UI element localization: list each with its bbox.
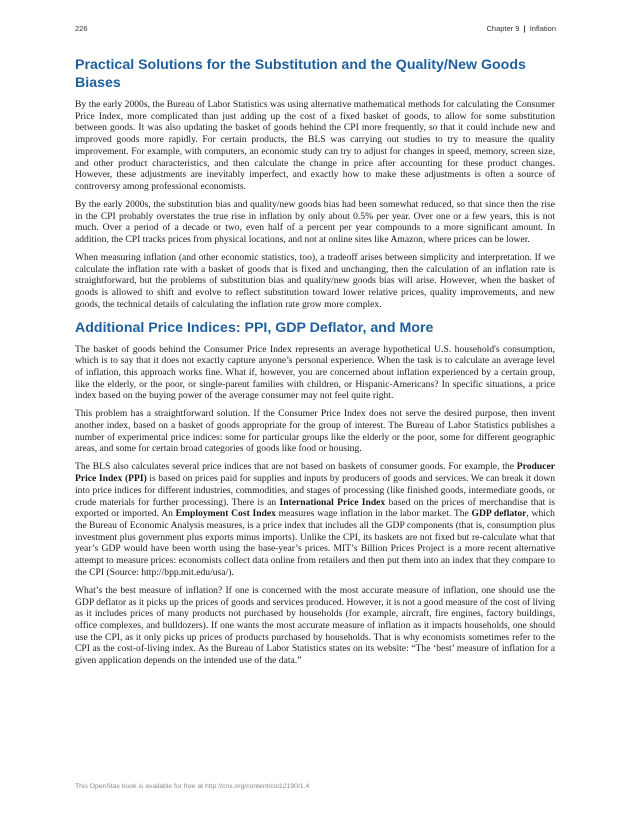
header-separator: | — [523, 24, 526, 33]
chapter-number: Chapter 9 — [486, 24, 520, 33]
paragraph: By the early 2000s, the Bureau of Labor Statistics was using alternative mathematical methods for calculating the Consumer Price Index, more complicated than just adding up the cost of a fixed basket of goods, to allow for some substitution between goods. It was also updating the basket of goods behind the CPI more frequently, so that it could include new and improved goods more rapidly. For certain products, the BLS was carrying out studies to try to measure the quality improvement. For example, with computers, an economic study can try to adjust for changes in speed, memory, screen size, and other product characteristics, and then calculate the change in price after accounting for these product changes. However, these adjustments are inevitably imperfect, and exactly how to make these adjustments is often a source of controversy among professional economists. — [75, 99, 555, 192]
key-term-international-price-index: International Price Index — [279, 496, 386, 508]
paragraph: The basket of goods behind the Consumer Price Index represents an average hypothetical U.S. household's consumption, which is to say that it does not exactly capture anyone’s personal experience. When the task is to calculate an average level of inflation, this approach works fine. What if, however, you are concerned about inflation experienced by a certain group, like the elderly, or the poor, or single-parent families with children, or Hispanic-Americans? In specific situations, a price index based on the buying power of the average consumer may not feel quite right. — [75, 343, 555, 402]
chapter-title: Inflation — [529, 24, 556, 33]
section-heading-additional-price-indices: Additional Price Indices: PPI, GDP Deflator, and More — [75, 319, 434, 336]
key-term-employment-cost-index: Employment Cost Index — [175, 508, 276, 520]
section-heading-practical-solutions: Practical Solutions for the Substitution and the Quality/New Goods Biases — [75, 57, 526, 91]
running-header — [75, 24, 556, 36]
page-footer: This OpenStax book is available for free at http://cnx.org/content/col12190/1.4 — [75, 783, 310, 790]
paragraph: This problem has a straightforward solution. If the Consumer Price Index does not serve the desired purpose, then invent another index, based on a basket of goods appropriate for the group of interest. The Bureau of Labor Statistics publishes a number of experimental price indices: some for particular groups like the elderly or the poor, some for different geographic areas, and some for certain broad categories of goods like food or housing. — [75, 408, 555, 455]
page-number: 226 — [75, 24, 88, 33]
text-run: is based on prices paid for supplies and inputs by producers of goods and services. We can break it down into price indices for different industries, commodities, and stages of processing (like finished goods, intermediate goods, or crude materials for further processing). There is an — [75, 473, 555, 508]
page-content — [75, 50, 555, 673]
key-term-gdp-deflator: GDP deflator — [471, 508, 527, 520]
paragraph: When measuring inflation (and other economic statistics, too), a tradeoff arises between simplicity and interpretation. If we calculate the inflation rate with a basket of goods that is fixed and unchanging, then the calculation of an inflation rate is straightforward, but the problems of substitution bias and quality/new goods bias will arise. However, when the basket of goods is allowed to shift and evolve to reflect substitution toward lower relative prices, quality improvements, and new goods, the technical details of calculating the inflation rate grow more complex. — [75, 252, 555, 310]
key-term-ppi: Producer Price Index (PPI) — [75, 461, 555, 485]
text-run: The BLS also calculates several price indices that are not based on baskets of consumer goods. For example, the — [75, 461, 517, 473]
text-run: , which the Bureau of Economic Analysis measures, is a price index that includes all the GDP components (that is, consumption plus investment plus government plus exports minus imports). Unlike the CPI, its baskets are not fixed but re-calculate what that year’s GDP would have been worth using the base-year’s prices. MIT’s Billion Prices Project is a more recent alternative attempt to measure prices: economists collect data online from retailers and then put them into an index that they compare to the CPI (Source: http://bpp.mit.edu/usa/). — [75, 508, 555, 578]
paragraph: By the early 2000s, the substitution bias and quality/new goods bias had been somewhat reduced, so that since then the rise in the CPI probably overstates the true rise in inflation by only about 0.5% per year. Over one or a few years, this is not much. Over a period of a decade or two, even half of a percent per year compounds to a more significant amount. In addition, the CPI tracks prices from physical locations, and not at online sites like Amazon, where prices can be lower. — [75, 198, 555, 246]
paragraph: What’s the best measure of inflation? If one is concerned with the most accurate measure of inflation, one should use the GDP deflator as it picks up the prices of goods and services produced. However, it is not a good measure of the cost of living as it includes prices of many products not purchased by households (for example, aircraft, fire engines, factory buildings, office complexes, and bulldozers). If one wants the most accurate measure of inflation as it impacts households, one should use the CPI, as it only picks up prices of products purchased by households. That is why economists sometimes refer to the CPI as the cost-of-living index. As the Bureau of Labor Statistics states on its website: “The ‘best’ measure of inflation for a given application depends on the intended use of the data.” — [75, 584, 555, 667]
chapter-label — [486, 24, 556, 33]
paragraph-price-indices — [75, 461, 555, 578]
text-run: measures wage inflation in the labor market. The — [275, 508, 472, 520]
text-run: based on the prices of merchandise that is exported or imported. An — [75, 496, 555, 520]
